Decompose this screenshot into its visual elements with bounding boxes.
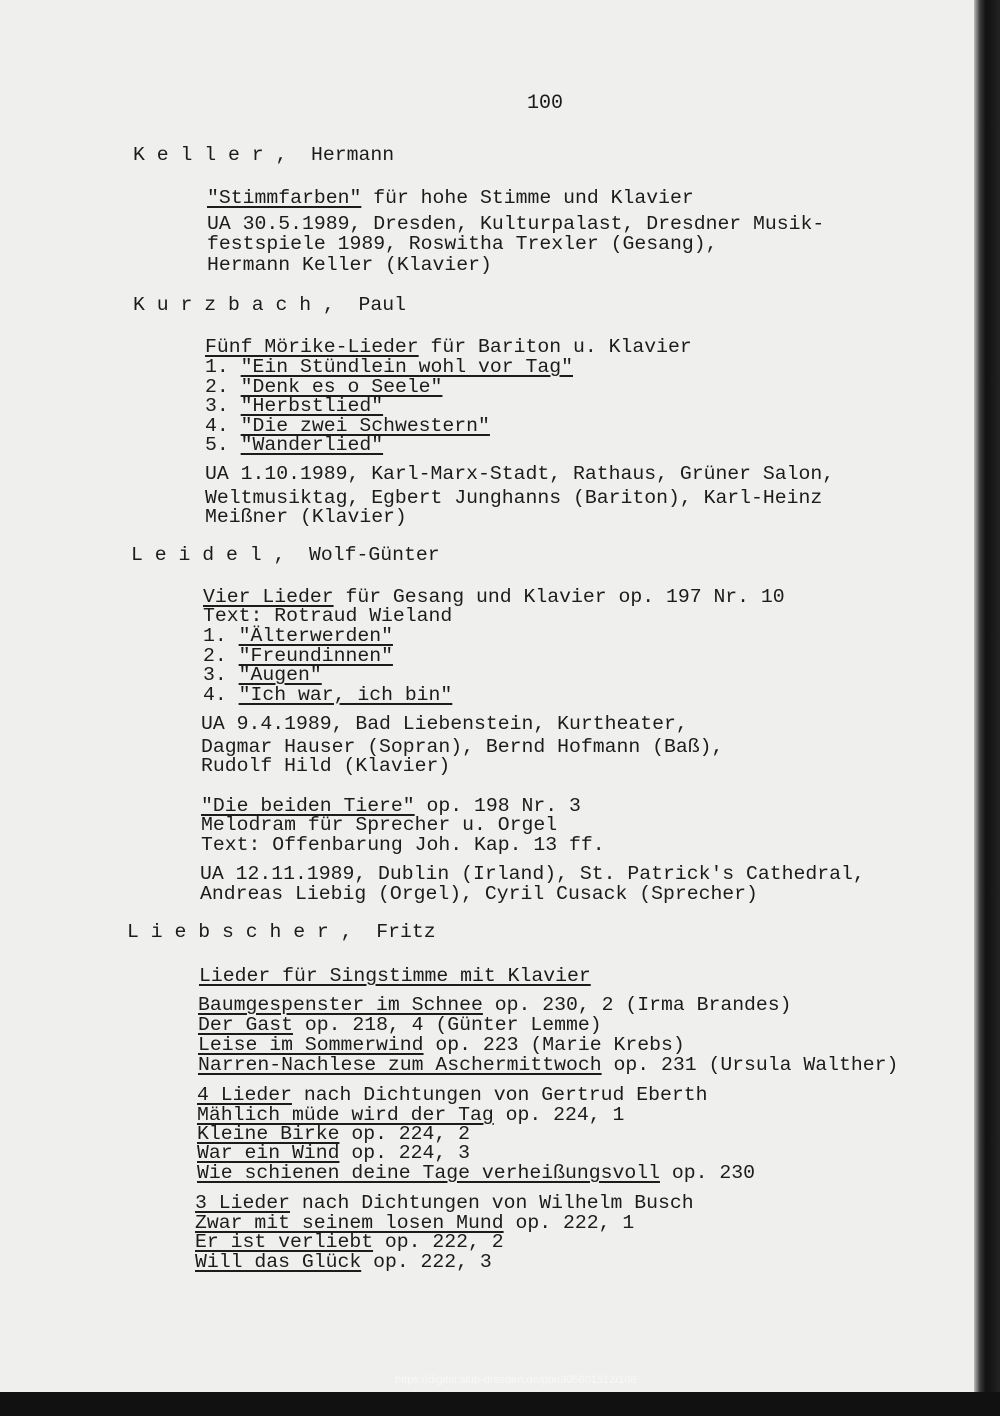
composer-heading: K u r z b a c h , Paul: [133, 294, 407, 316]
entry-text: 1.: [205, 356, 241, 378]
work-title: Fünf Mörike-Lieder: [205, 336, 419, 358]
entry-line: [207, 213, 824, 235]
work-title: "Augen": [238, 664, 322, 686]
entry-line: [199, 965, 591, 987]
entry-line: [203, 664, 322, 686]
entry-line: [205, 336, 692, 358]
work-title: "Wanderlied": [240, 434, 384, 456]
entry-text: 2.: [205, 376, 241, 398]
entry-text: Andreas Liebig (Orgel), Cyril Cusack (Sprecher): [200, 883, 758, 905]
entry-line: [198, 1014, 602, 1036]
entry-line: [205, 395, 383, 417]
composer-heading: L e i d e l , Wolf-Günter: [131, 544, 440, 566]
entry-text: für Gesang und Klavier op. 197 Nr. 10: [333, 586, 785, 608]
book-page-edge: [974, 0, 1000, 1416]
entry-text: op. 231 (Ursula Walther): [601, 1054, 899, 1076]
entry-text: op. 198 Nr. 3: [414, 795, 581, 817]
work-title: War ein Wind: [197, 1142, 340, 1164]
work-title: "Die zwei Schwestern": [240, 415, 490, 437]
work-title: Narren-Nachlese zum Aschermittwoch: [198, 1054, 602, 1076]
entry-text: Melodram für Sprecher u. Orgel: [201, 814, 558, 836]
entry-line: [197, 1142, 470, 1164]
entry-line: [197, 1162, 755, 1184]
entry-text: für hohe Stimme und Klavier: [361, 187, 694, 209]
entry-text: nach Dichtungen von Gertrud Eberth: [291, 1084, 708, 1106]
scan-bottom-border: [0, 1392, 1000, 1416]
work-title: Mählich müde wird der Tag: [197, 1104, 494, 1126]
work-title: Kleine Birke: [197, 1123, 340, 1145]
entry-text: op. 230: [659, 1162, 755, 1184]
work-title: Will das Glück: [195, 1251, 362, 1273]
entry-text: UA 9.4.1989, Bad Liebenstein, Kurtheater,: [201, 713, 688, 735]
entry-line: [205, 434, 383, 456]
work-title: Er ist verliebt: [195, 1231, 374, 1253]
work-title: "Denk es o Seele": [240, 376, 443, 398]
composer-heading: K e l l e r , Hermann: [133, 144, 395, 166]
entry-text: op. 224, 2: [339, 1123, 471, 1145]
entry-text: Rudolf Hild (Klavier): [201, 755, 451, 777]
entry-line: [195, 1192, 694, 1214]
entry-line: [205, 506, 407, 528]
entry-line: [205, 356, 573, 378]
entry-text: UA 12.11.1989, Dublin (Irland), St. Patrick's Cathedral,: [200, 863, 865, 885]
entry-line: [207, 187, 694, 209]
work-title: Wie schienen deine Tage verheißungsvoll: [197, 1162, 660, 1184]
entry-line: [195, 1251, 492, 1273]
entry-line: [207, 233, 717, 255]
work-title: "Freundinnen": [238, 645, 393, 667]
work-title: "Ich war, ich bin": [238, 684, 453, 706]
entry-text: 4.: [203, 684, 239, 706]
entry-text: UA 1.10.1989, Karl-Marx-Stadt, Rathaus, Grüner Salon,: [205, 463, 835, 485]
work-title: "Die beiden Tiere": [201, 795, 415, 817]
entry-line: [203, 625, 393, 647]
entry-line: [198, 1054, 898, 1076]
entry-text: 4.: [205, 415, 241, 437]
entry-line: [205, 463, 834, 485]
entry-line: [201, 834, 605, 856]
work-title: Zwar mit seinem losen Mund: [195, 1212, 504, 1234]
entry-text: 5.: [205, 434, 241, 456]
entry-text: nach Dichtungen von Wilhelm Busch: [289, 1192, 694, 1214]
work-title: Vier Lieder: [203, 586, 334, 608]
entry-text: 1.: [203, 625, 239, 647]
entry-text: Hermann Keller (Klavier): [207, 254, 492, 276]
entry-line: [201, 814, 557, 836]
entry-line: [197, 1084, 707, 1106]
entry-text: 2.: [203, 645, 239, 667]
footer-url: https://digital.slub-dresden.de/ppn305601512/108: [395, 1374, 637, 1386]
work-title: "Älterwerden": [238, 625, 393, 647]
entry-text: Text: Offenbarung Joh. Kap. 13 ff.: [201, 834, 605, 856]
entry-text: op. 230, 2 (Irma Brandes): [482, 994, 792, 1016]
entry-line: [200, 883, 758, 905]
entry-text: Text: Rotraud Wieland: [203, 605, 453, 627]
entry-text: 3.: [205, 395, 241, 417]
entry-line: [195, 1231, 504, 1253]
entry-text: op. 224, 3: [339, 1142, 471, 1164]
entry-line: [201, 755, 450, 777]
entry-text: op. 224, 1: [493, 1104, 625, 1126]
entry-text: op. 222, 3: [361, 1251, 492, 1273]
entry-line: [207, 254, 492, 276]
entry-text: festspiele 1989, Roswitha Trexler (Gesang),: [207, 233, 718, 255]
work-title: Leise im Sommerwind: [198, 1034, 424, 1056]
work-title: Der Gast: [198, 1014, 293, 1036]
entry-text: op. 222, 2: [373, 1231, 504, 1253]
entry-text: Weltmusiktag, Egbert Junghanns (Bariton), Karl-Heinz: [205, 487, 823, 509]
composer-heading: L i e b s c h e r , Fritz: [127, 921, 436, 943]
page-number: 100: [527, 92, 564, 115]
entry-text: op. 222, 1: [503, 1212, 635, 1234]
entry-text: für Bariton u. Klavier: [418, 336, 692, 358]
entry-text: op. 223 (Marie Krebs): [423, 1034, 685, 1056]
entry-text: Dagmar Hauser (Sopran), Bernd Hofmann (Baß),: [201, 736, 724, 758]
entry-line: [200, 863, 865, 885]
work-title: "Stimmfarben": [207, 187, 362, 209]
entry-text: 3.: [203, 664, 239, 686]
entry-text: Meißner (Klavier): [205, 506, 407, 528]
entry-line: [203, 605, 452, 627]
work-title: 3 Lieder: [195, 1192, 290, 1214]
work-title: "Herbstlied": [240, 395, 384, 417]
entry-line: [201, 713, 688, 735]
work-title: Baumgespenster im Schnee: [198, 994, 483, 1016]
work-title: 4 Lieder: [197, 1084, 292, 1106]
entry-line: [203, 684, 452, 706]
entry-text: op. 218, 4 (Günter Lemme): [292, 1014, 602, 1036]
work-title: Lieder für Singstimme mit Klavier: [199, 965, 591, 987]
work-title: "Ein Stündlein wohl vor Tag": [240, 356, 574, 378]
entry-line: [198, 1034, 685, 1056]
entry-text: UA 30.5.1989, Dresden, Kulturpalast, Dresdner Musik-: [207, 213, 825, 235]
entry-line: [198, 994, 792, 1016]
